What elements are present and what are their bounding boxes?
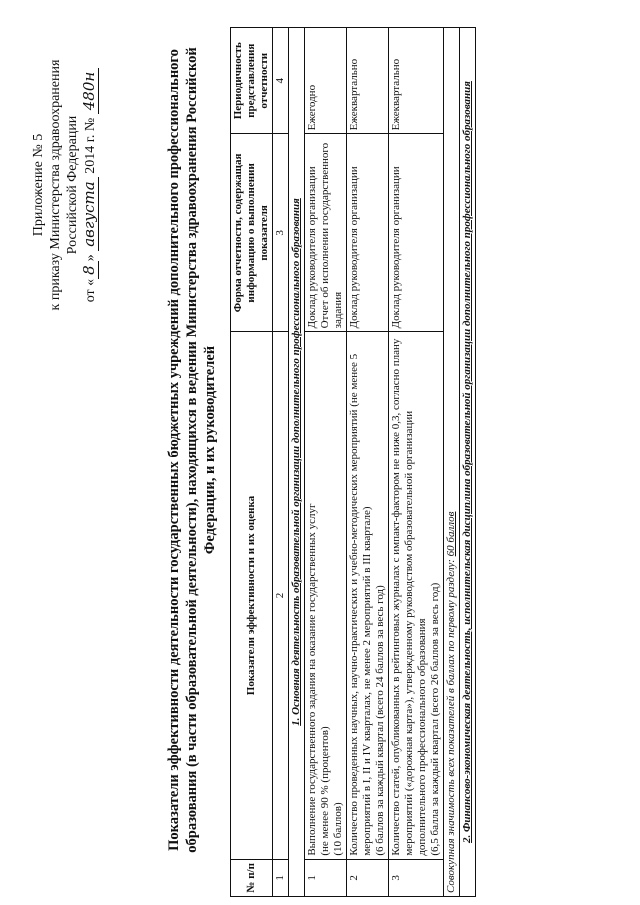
table-row bbox=[389, 28, 444, 897]
row-periodicity: Ежеквартально bbox=[389, 28, 444, 134]
section-2-title: 2. Финансово-экономическая деятельность, исполнительская дисциплина образовательной организации дополнительного профессионального образования bbox=[460, 28, 476, 897]
row-periodicity: Ежеквартально bbox=[347, 28, 389, 134]
header-indicator: Показатели эффективности и их оценка bbox=[231, 332, 273, 859]
header-periodicity: Периодичность представления отчетности bbox=[231, 28, 273, 134]
appendix-country: Российской Федерации bbox=[65, 115, 80, 255]
table-header-row bbox=[231, 28, 273, 897]
col-num-2: 2 bbox=[273, 332, 289, 859]
handwritten-month: августа bbox=[80, 177, 99, 251]
section-2-row bbox=[460, 28, 476, 897]
row-number: 1 bbox=[305, 859, 347, 896]
row-number: 2 bbox=[347, 859, 389, 896]
handwritten-order-number: 480н bbox=[80, 68, 99, 115]
total-cell bbox=[444, 28, 460, 897]
header-numbering-row bbox=[273, 28, 289, 897]
indicators-table bbox=[230, 27, 476, 897]
row-report-form: Доклад руководителя организации bbox=[389, 134, 444, 332]
table-row bbox=[305, 28, 347, 897]
table-row bbox=[347, 28, 389, 897]
document-title: Показатели эффективности деятельности государственных бюджетных учреждений дополнительного профессионального образования (в части образовательной деятельности), находящихся в ведении Министерства здравоохранения Российской Федерации, и их руководителей bbox=[166, 47, 218, 853]
appendix-order-ref: к приказу Министерства здравоохранения bbox=[48, 59, 63, 311]
row-number: 3 bbox=[389, 859, 444, 896]
col-num-3: 3 bbox=[273, 134, 289, 332]
date-year: 2014 г. № bbox=[83, 117, 98, 174]
section-1-row bbox=[289, 28, 305, 897]
appendix-number: Приложение № 5 bbox=[31, 133, 46, 237]
appendix-header bbox=[30, 25, 99, 345]
section-1-title: 1. Основная деятельность образовательной организации дополнительного профессионального образования bbox=[289, 28, 305, 897]
appendix-date-line bbox=[81, 25, 99, 345]
row-indicator: Количество статей, опубликованных в рейтинговых журналах с импакт-фактором не ниже 0,3, согласно плану мероприятий («дорожная карта»), утвержденному руководством образовательной организации дополнительного профессионального образования (6,5 балла за каждый квартал (всего 26 баллов за весь год) bbox=[389, 332, 444, 859]
header-number: № п/п bbox=[231, 859, 273, 896]
col-num-1: 1 bbox=[273, 859, 289, 896]
date-mid: » bbox=[83, 254, 98, 262]
row-indicator: Количество проведенных научных, научно-практических и учебно-методических мероприятий (не менее 5 мероприятий в I, II и IV кварталах, не менее 2 мероприятий в III квартале) (6 баллов за каждый квартал (всего 24 баллов за весь год) bbox=[347, 332, 389, 859]
total-value: 60 баллов bbox=[445, 511, 457, 557]
row-report-form: Доклад руководителя организации Отчет об исполнении государственного задания bbox=[305, 134, 347, 332]
total-label: Совокупная значимость всех показателей в баллах по первому разделу: bbox=[445, 559, 457, 893]
row-periodicity: Ежегодно bbox=[305, 28, 347, 134]
row-indicator: Выполнение государственного задания на оказание государственных услуг (не менее 90 % (процентов) (10 баллов) bbox=[305, 332, 347, 859]
total-row bbox=[444, 28, 460, 897]
col-num-4: 4 bbox=[273, 28, 289, 134]
date-prefix: от « bbox=[83, 278, 98, 303]
handwritten-day: 8 bbox=[80, 261, 99, 279]
header-report-form: Форма отчетности, содержащая информацию о выполнении показателя bbox=[231, 134, 273, 332]
row-report-form: Доклад руководителя организации bbox=[347, 134, 389, 332]
